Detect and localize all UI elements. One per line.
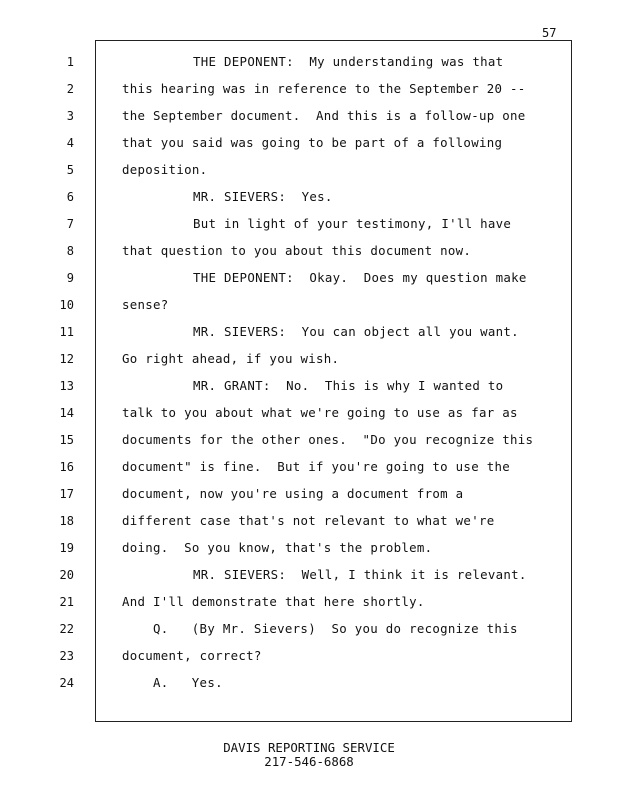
transcript-line [0,567,618,594]
transcript-line [0,162,618,189]
line-number: 13 [59,379,74,393]
transcript-line [0,594,618,621]
line-text: talk to you about what we're going to use as far as [122,405,518,420]
transcript-line [0,189,618,216]
transcript-line [0,540,618,567]
line-number: 1 [66,55,74,69]
line-number: 17 [59,487,74,501]
line-number: 12 [59,352,74,366]
transcript-line [0,486,618,513]
line-number: 22 [59,622,74,636]
line-text: the September document. And this is a follow-up one [122,108,526,123]
line-number: 6 [66,190,74,204]
transcript-line [0,513,618,540]
transcript-line [0,432,618,459]
line-number: 20 [59,568,74,582]
line-number: 8 [66,244,74,258]
transcript-line [0,297,618,324]
line-number: 10 [59,298,74,312]
transcript-line [0,459,618,486]
footer-phone: 217-546-6868 [264,754,354,769]
transcript-line [0,378,618,405]
line-text: document" is fine. But if you're going to use the [122,459,510,474]
transcript-line [0,324,618,351]
line-text: MR. SIEVERS: Yes. [193,189,333,204]
line-number: 4 [66,136,74,150]
transcript-line [0,405,618,432]
line-text: different case that's not relevant to what we're [122,513,495,528]
transcript-line [0,270,618,297]
line-text: deposition. [122,162,208,177]
transcript-line [0,216,618,243]
line-text: documents for the other ones. "Do you recognize this [122,432,534,447]
footer-company: DAVIS REPORTING SERVICE [223,740,395,755]
line-number: 14 [59,406,74,420]
line-number: 3 [66,109,74,123]
line-number: 16 [59,460,74,474]
line-text: MR. SIEVERS: Well, I think it is relevant. [193,567,527,582]
line-text: A. Yes. [153,675,223,690]
line-text: document, now you're using a document from a [122,486,464,501]
line-text: Q. (By Mr. Sievers) So you do recognize this [153,621,518,636]
line-text: MR. SIEVERS: You can object all you want. [193,324,519,339]
line-number: 18 [59,514,74,528]
line-number: 24 [59,676,74,690]
line-text: this hearing was in reference to the September 20 -- [122,81,526,96]
transcript-line [0,351,618,378]
transcript-line [0,243,618,270]
transcript-line [0,675,618,702]
transcript-line [0,108,618,135]
line-number: 9 [66,271,74,285]
page-number: 57 [542,26,557,40]
line-text: Go right ahead, if you wish. [122,351,340,366]
line-text: And I'll demonstrate that here shortly. [122,594,425,609]
transcript-line [0,81,618,108]
line-number: 5 [66,163,74,177]
line-number: 23 [59,649,74,663]
transcript-line [0,54,618,81]
transcript-line [0,648,618,675]
line-text: document, correct? [122,648,262,663]
line-number: 2 [66,82,74,96]
line-text: MR. GRANT: No. This is why I wanted to [193,378,504,393]
line-text: THE DEPONENT: Okay. Does my question make [193,270,527,285]
line-number: 19 [59,541,74,555]
line-number: 11 [59,325,74,339]
line-text: But in light of your testimony, I'll have [193,216,512,231]
line-number: 21 [59,595,74,609]
line-number: 7 [66,217,74,231]
line-text: that you said was going to be part of a following [122,135,503,150]
line-text: sense? [122,297,169,312]
line-text: doing. So you know, that's the problem. [122,540,433,555]
line-number: 15 [59,433,74,447]
line-text: that question to you about this document now. [122,243,472,258]
transcript-line [0,135,618,162]
line-text: THE DEPONENT: My understanding was that [193,54,504,69]
transcript-line [0,621,618,648]
